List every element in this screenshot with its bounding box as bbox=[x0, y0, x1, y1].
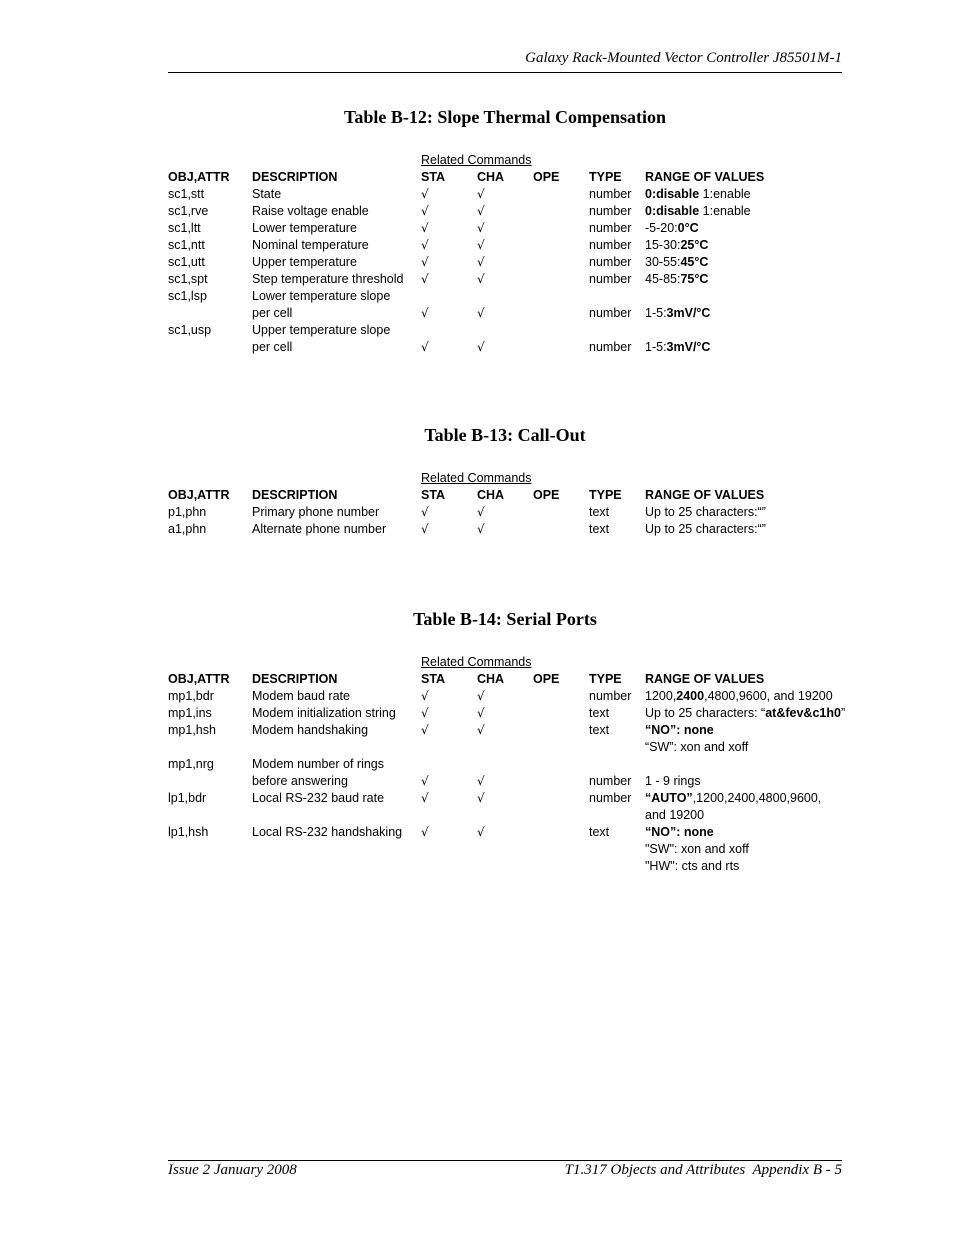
obj-attr-cell: sc1,ltt bbox=[168, 221, 201, 235]
sta-check-mark: √ bbox=[421, 774, 429, 788]
sta-check-mark: √ bbox=[421, 340, 429, 354]
range-cell bbox=[645, 220, 699, 237]
obj-attr-cell: mp1,nrg bbox=[168, 757, 214, 771]
range-cell bbox=[645, 203, 751, 220]
type-cell: number bbox=[589, 187, 632, 201]
description-cell bbox=[252, 322, 390, 356]
range-text: 25°C bbox=[680, 238, 709, 252]
description-cell bbox=[252, 688, 350, 705]
type-cell: text bbox=[589, 505, 610, 519]
table-b14-title: Table B-14: Serial Ports bbox=[413, 609, 597, 629]
obj-attr-cell: sc1,spt bbox=[168, 272, 208, 286]
type-cell: number bbox=[589, 221, 632, 235]
sta-check-mark: √ bbox=[421, 272, 429, 286]
description-line: per cell bbox=[252, 340, 293, 354]
description-cell bbox=[252, 203, 369, 220]
sta-check-mark: √ bbox=[421, 505, 429, 519]
range-cell bbox=[645, 773, 701, 790]
description-cell bbox=[252, 756, 384, 790]
range-cell bbox=[645, 521, 766, 538]
obj-attr-cell: p1,phn bbox=[168, 505, 207, 519]
col-header-type: TYPE bbox=[589, 170, 622, 184]
sta-check-mark: √ bbox=[421, 255, 429, 269]
description-cell bbox=[252, 186, 281, 203]
col-header-range: RANGE OF VALUES bbox=[645, 672, 765, 686]
related-commands-label: Related Commands bbox=[421, 471, 532, 485]
col-header-obj: OBJ,ATTR bbox=[168, 170, 230, 184]
sta-check-mark: √ bbox=[421, 221, 429, 235]
description-line: Nominal temperature bbox=[252, 238, 369, 252]
range-text: 3mV/°C bbox=[666, 340, 711, 354]
range-text: at&fev&c1h0 bbox=[765, 706, 841, 720]
col-header-type: TYPE bbox=[589, 488, 622, 502]
type-cell: number bbox=[589, 255, 632, 269]
col-header-desc: DESCRIPTION bbox=[252, 488, 338, 502]
description-line: Raise voltage enable bbox=[252, 204, 369, 218]
description-line: Lower temperature bbox=[252, 221, 357, 235]
range-cell bbox=[645, 790, 821, 824]
sta-check-mark: √ bbox=[421, 238, 429, 252]
description-line: Modem baud rate bbox=[252, 689, 350, 703]
obj-attr-cell: lp1,hsh bbox=[168, 825, 209, 839]
description-line: Local RS-232 handshaking bbox=[252, 825, 403, 839]
obj-attr-cell: sc1,stt bbox=[168, 187, 205, 201]
description-cell bbox=[252, 504, 379, 521]
range-text: 1:enable bbox=[699, 187, 751, 201]
col-header-range: RANGE OF VALUES bbox=[645, 170, 765, 184]
obj-attr-cell: sc1,usp bbox=[168, 323, 212, 337]
col-header-obj: OBJ,ATTR bbox=[168, 672, 230, 686]
range-cell bbox=[645, 688, 833, 705]
type-cell: number bbox=[589, 774, 632, 788]
cha-check-mark: √ bbox=[477, 340, 485, 354]
description-line: Local RS-232 baud rate bbox=[252, 791, 385, 805]
col-header-cha: CHA bbox=[477, 488, 505, 502]
range-text: Up to 25 characters: “ bbox=[645, 706, 766, 720]
obj-attr-cell: a1,phn bbox=[168, 522, 207, 536]
footer-issue: Issue 2 January 2008 bbox=[168, 1162, 297, 1178]
type-cell: number bbox=[589, 238, 632, 252]
cha-check-mark: √ bbox=[477, 505, 485, 519]
cha-check-mark: √ bbox=[477, 221, 485, 235]
sta-check-mark: √ bbox=[421, 689, 429, 703]
type-cell: number bbox=[589, 689, 632, 703]
obj-attr-cell: mp1,hsh bbox=[168, 723, 216, 737]
range-text: 15-30: bbox=[645, 238, 681, 252]
range-text: Up to 25 characters:“” bbox=[645, 505, 766, 519]
cha-check-mark: √ bbox=[477, 187, 485, 201]
range-text: ,4800,9600, and 19200 bbox=[704, 689, 833, 703]
sta-check-mark: √ bbox=[421, 825, 429, 839]
range-text: 0:disable bbox=[645, 187, 700, 201]
description-cell bbox=[252, 254, 357, 271]
type-cell: number bbox=[589, 791, 632, 805]
description-line: before answering bbox=[252, 774, 348, 788]
cha-check-mark: √ bbox=[477, 272, 485, 286]
type-cell: text bbox=[589, 522, 610, 536]
range-text: Up to 25 characters:“” bbox=[645, 522, 766, 536]
range-cell bbox=[645, 237, 708, 254]
description-line: Modem number of rings bbox=[252, 757, 385, 771]
cha-check-mark: √ bbox=[477, 706, 485, 720]
range-cell bbox=[645, 305, 710, 322]
range-text: 1-5: bbox=[645, 306, 667, 320]
col-header-range: RANGE OF VALUES bbox=[645, 488, 765, 502]
description-cell bbox=[252, 220, 357, 237]
description-cell bbox=[252, 790, 384, 807]
col-header-ope: OPE bbox=[533, 488, 560, 502]
range-text: 1:enable bbox=[699, 204, 751, 218]
range-text: “SW”: xon and xoff bbox=[645, 740, 749, 754]
type-cell: number bbox=[589, 204, 632, 218]
description-line: Modem initialization string bbox=[252, 706, 396, 720]
col-header-sta: STA bbox=[421, 170, 446, 184]
cha-check-mark: √ bbox=[477, 255, 485, 269]
footer-rule bbox=[168, 1160, 842, 1161]
cha-check-mark: √ bbox=[477, 723, 485, 737]
obj-attr-cell: sc1,ntt bbox=[168, 238, 205, 252]
description-line: Primary phone number bbox=[252, 505, 380, 519]
range-text: 3mV/°C bbox=[666, 306, 711, 320]
range-text: ,1200,2400,4800,9600, bbox=[692, 791, 822, 805]
description-line: Upper temperature bbox=[252, 255, 357, 269]
sta-check-mark: √ bbox=[421, 723, 429, 737]
cha-check-mark: √ bbox=[477, 791, 485, 805]
obj-attr-cell: sc1,lsp bbox=[168, 289, 207, 303]
range-text: 45-85: bbox=[645, 272, 681, 286]
description-line: per cell bbox=[252, 306, 293, 320]
description-line: Alternate phone number bbox=[252, 522, 387, 536]
description-line: State bbox=[252, 187, 282, 201]
obj-attr-cell: mp1,bdr bbox=[168, 689, 214, 703]
range-cell bbox=[645, 705, 845, 722]
sta-check-mark: √ bbox=[421, 204, 429, 218]
cha-check-mark: √ bbox=[477, 306, 485, 320]
range-text: 1-5: bbox=[645, 340, 667, 354]
related-commands-label: Related Commands bbox=[421, 655, 532, 669]
col-header-desc: DESCRIPTION bbox=[252, 170, 338, 184]
type-cell: text bbox=[589, 706, 610, 720]
footer-page: T1.317 Objects and Attributes Appendix B - 5 bbox=[564, 1162, 842, 1178]
cha-check-mark: √ bbox=[477, 825, 485, 839]
header-rule bbox=[168, 72, 842, 73]
range-text: 75°C bbox=[680, 272, 709, 286]
sta-check-mark: √ bbox=[421, 306, 429, 320]
description-line: Step temperature threshold bbox=[252, 272, 404, 286]
range-text: ” bbox=[840, 706, 846, 720]
range-text: 2400 bbox=[676, 689, 705, 703]
sta-check-mark: √ bbox=[421, 706, 429, 720]
type-cell: text bbox=[589, 723, 610, 737]
description-line: Lower temperature slope bbox=[252, 289, 391, 303]
description-cell bbox=[252, 824, 402, 841]
sta-check-mark: √ bbox=[421, 791, 429, 805]
col-header-ope: OPE bbox=[533, 170, 560, 184]
range-text: “NO”: none bbox=[645, 825, 714, 839]
table-b12-title: Table B-12: Slope Thermal Compensation bbox=[343, 107, 667, 127]
type-cell: text bbox=[589, 825, 610, 839]
description-line: Modem handshaking bbox=[252, 723, 369, 737]
range-cell bbox=[645, 339, 710, 356]
description-line: Upper temperature slope bbox=[252, 323, 391, 337]
cha-check-mark: √ bbox=[477, 689, 485, 703]
sta-check-mark: √ bbox=[421, 522, 429, 536]
related-commands-label: Related Commands bbox=[421, 153, 532, 167]
range-cell bbox=[645, 504, 766, 521]
range-text: "SW": xon and xoff bbox=[645, 842, 749, 856]
col-header-obj: OBJ,ATTR bbox=[168, 488, 230, 502]
type-cell: number bbox=[589, 306, 632, 320]
col-header-desc: DESCRIPTION bbox=[252, 672, 338, 686]
sta-check-mark: √ bbox=[421, 187, 429, 201]
running-header: Galaxy Rack-Mounted Vector Controller J85501M-1 bbox=[525, 50, 842, 66]
range-text: 30-55: bbox=[645, 255, 681, 269]
range-cell bbox=[645, 722, 748, 756]
range-text: 0°C bbox=[677, 221, 699, 235]
cha-check-mark: √ bbox=[477, 774, 485, 788]
cha-check-mark: √ bbox=[477, 522, 485, 536]
col-header-cha: CHA bbox=[477, 170, 505, 184]
range-cell bbox=[645, 254, 708, 271]
col-header-ope: OPE bbox=[533, 672, 560, 686]
range-text: “NO”: none bbox=[645, 723, 714, 737]
obj-attr-cell: sc1,utt bbox=[168, 255, 205, 269]
obj-attr-cell: mp1,ins bbox=[168, 706, 212, 720]
obj-attr-cell: sc1,rve bbox=[168, 204, 209, 218]
col-header-sta: STA bbox=[421, 488, 446, 502]
description-cell bbox=[252, 521, 386, 538]
cha-check-mark: √ bbox=[477, 204, 485, 218]
description-cell bbox=[252, 237, 369, 254]
range-text: "HW": cts and rts bbox=[645, 859, 740, 873]
col-header-type: TYPE bbox=[589, 672, 622, 686]
description-cell bbox=[252, 705, 396, 722]
range-text: 1 - 9 rings bbox=[645, 774, 701, 788]
description-cell bbox=[252, 722, 368, 739]
range-text: 1200, bbox=[645, 689, 677, 703]
range-text: and 19200 bbox=[645, 808, 705, 822]
cha-check-mark: √ bbox=[477, 238, 485, 252]
range-text: -5-20: bbox=[645, 221, 678, 235]
description-cell bbox=[252, 271, 403, 288]
range-text: “AUTO” bbox=[645, 791, 693, 805]
type-cell: number bbox=[589, 340, 632, 354]
type-cell: number bbox=[589, 272, 632, 286]
description-cell bbox=[252, 288, 390, 322]
table-b13-title: Table B-13: Call-Out bbox=[424, 425, 586, 445]
range-text: 45°C bbox=[680, 255, 709, 269]
range-cell bbox=[645, 271, 708, 288]
range-text: 0:disable bbox=[645, 204, 700, 218]
range-cell bbox=[645, 186, 751, 203]
range-cell bbox=[645, 824, 749, 875]
obj-attr-cell: lp1,bdr bbox=[168, 791, 207, 805]
col-header-cha: CHA bbox=[477, 672, 505, 686]
col-header-sta: STA bbox=[421, 672, 446, 686]
